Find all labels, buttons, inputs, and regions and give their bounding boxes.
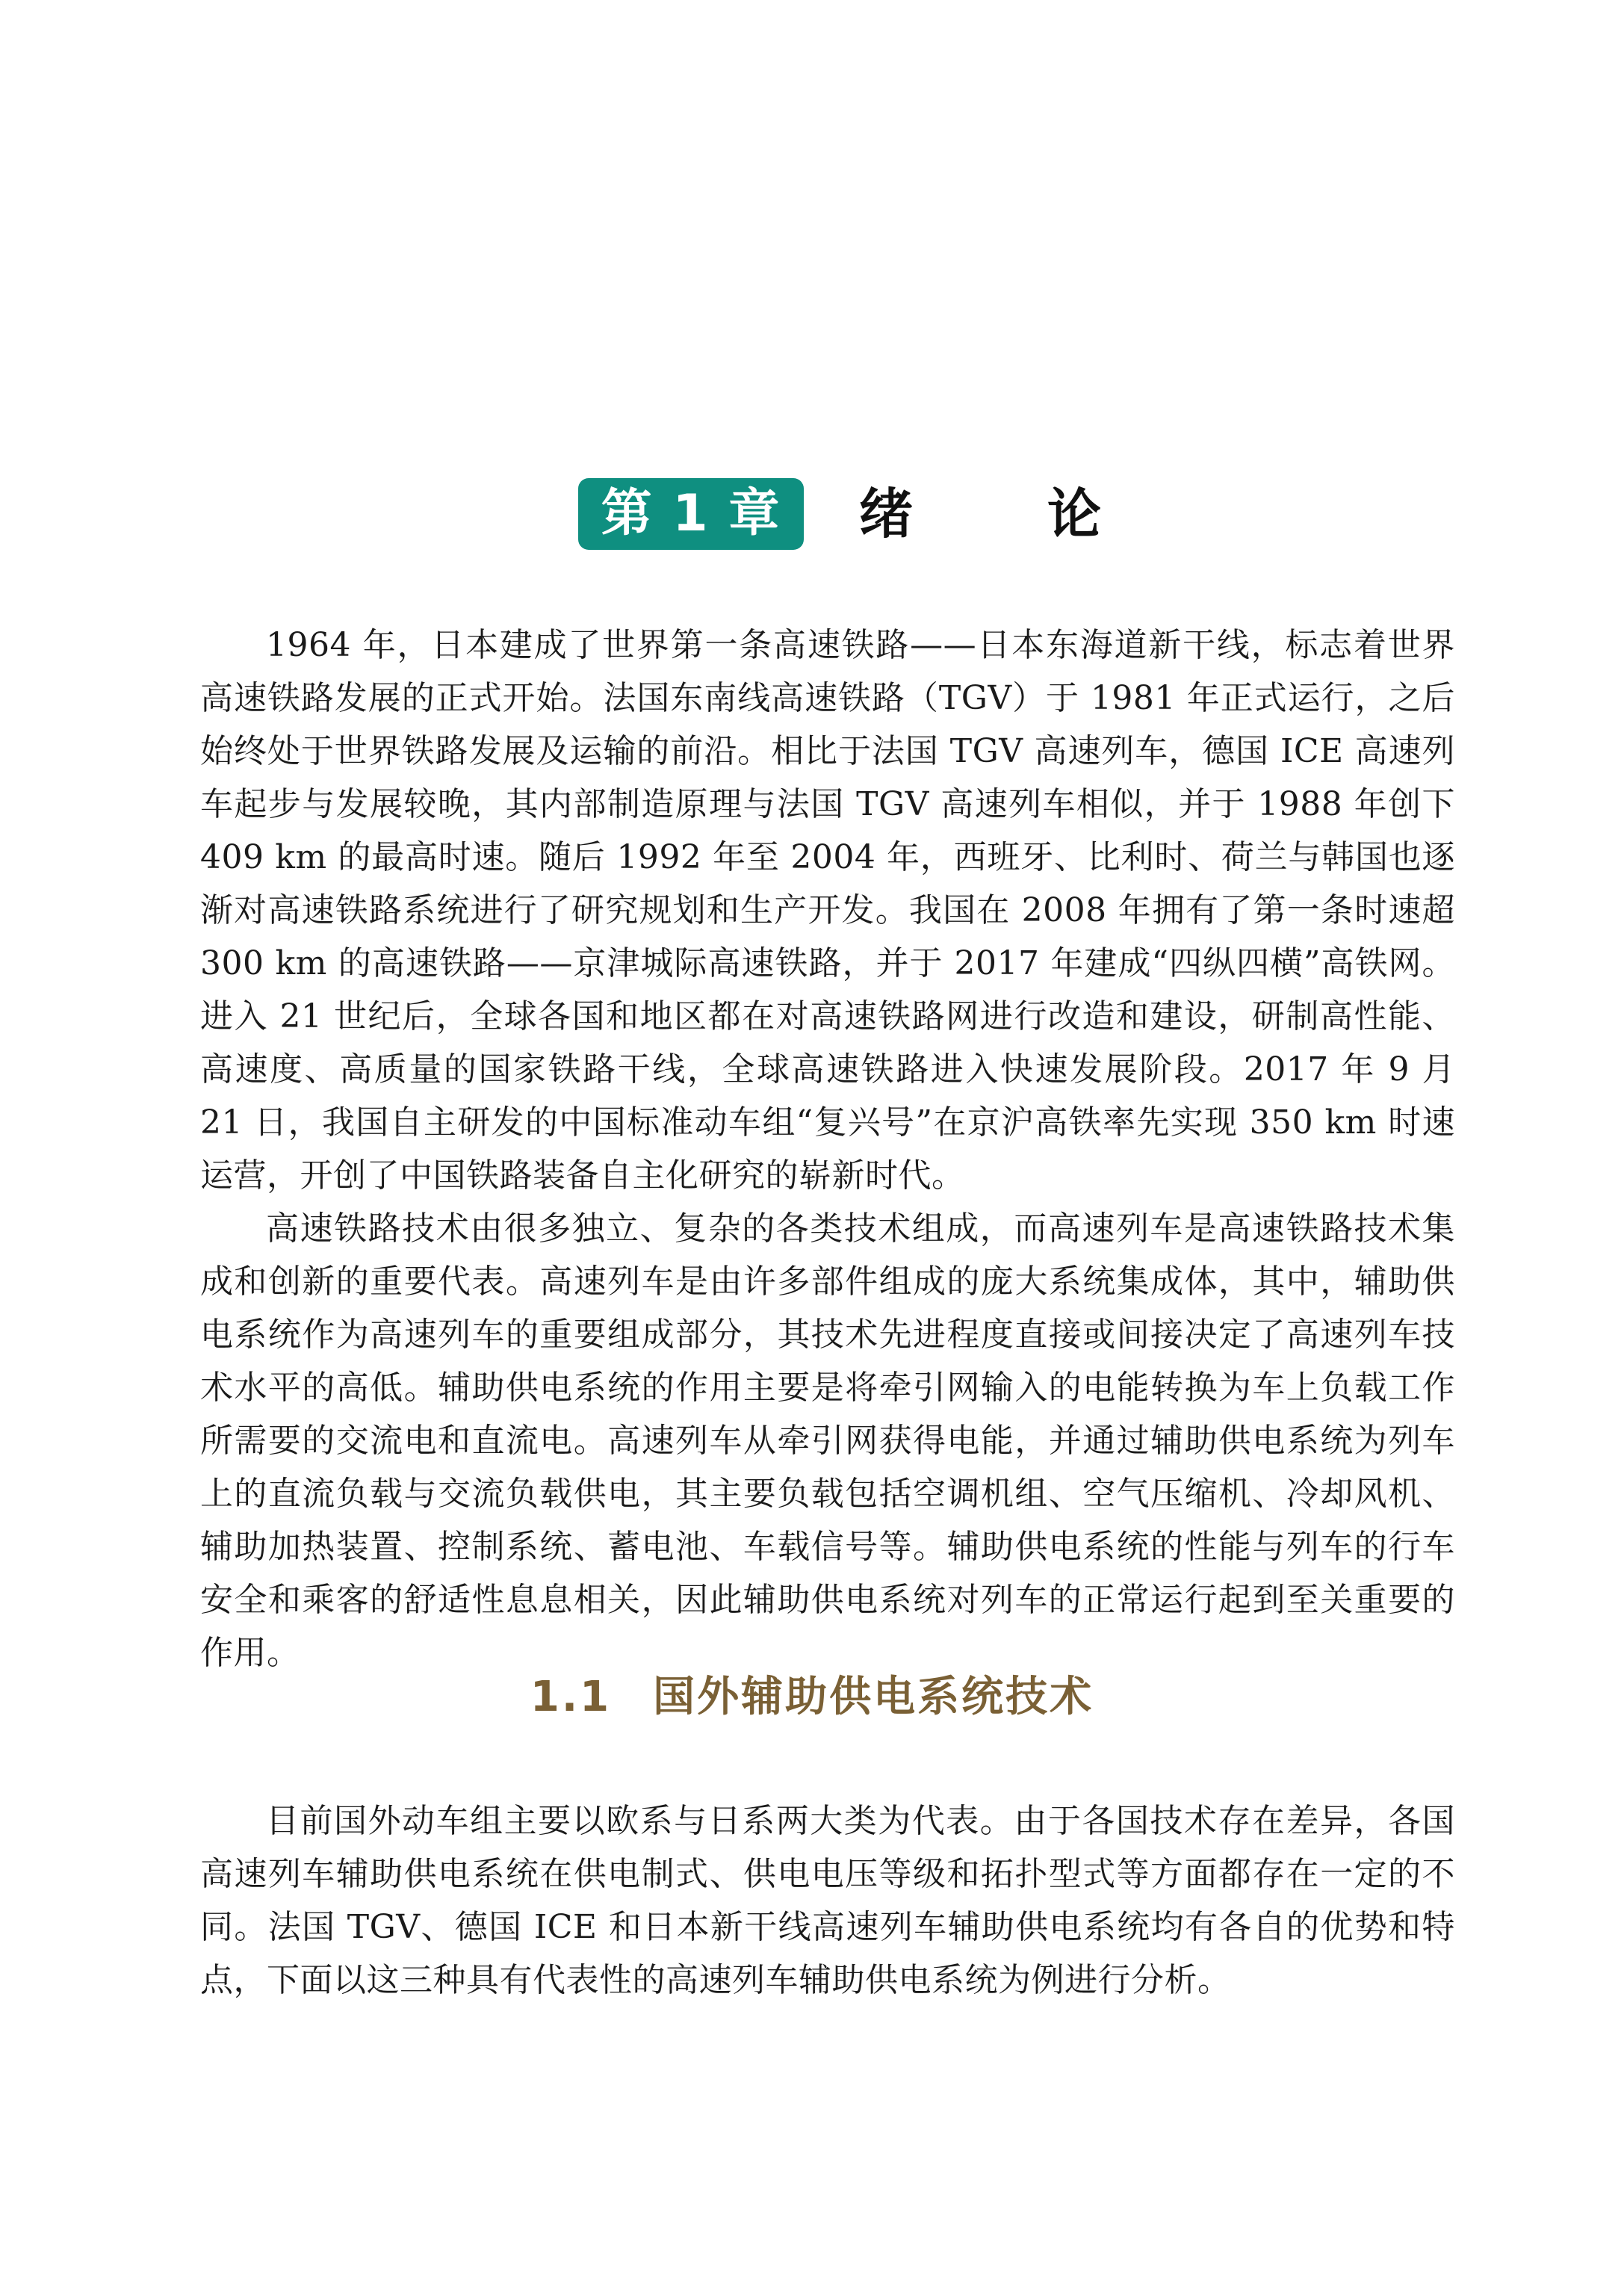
paragraph-history: 1964 年，日本建成了世界第一条高速铁路——日本东海道新干线，标志着世界高速铁路发展的正式开始。法国东南线高速铁路（TGV）于 1981 年正式运行，之后始终处于世界铁路发展及运输的前沿。相比于法国 TGV 高速列车，德国 ICE 高速列车起步与发展较晚，其内部制造原理与法国 TGV 高速列车相似，并于 1988 年创下 409 km 的最高时速。随后 1992 年至 2004 年，西班牙、比利时、荷兰与韩国也逐渐对高速铁路系统进行了研究规划和生产开发。我国在 2008 年拥有了第一条时速超 300 km 的高速铁路——京津城际高速铁路，并于 2017 年建成“四纵四横”高铁网。进入 21 世纪后，全球各国和地区都在对高速铁路网进行改造和建设，研制高性能、高速度、高质量的国家铁路干线，全球高速铁路进入快速发展阶段。2017 年 9 月 21 日，我国自主研发的中国标准动车组“复兴号”在京沪高铁率先实现 350 km 时速运营，开创了中国铁路装备自主化研究的崭新时代。 xyxy=(200,626,1455,1195)
section-heading xyxy=(0,1667,1624,1727)
chapter-title: 绪论 xyxy=(859,483,1236,545)
chapter-intro-text xyxy=(200,619,1455,1679)
paragraph-auxiliary-power: 高速铁路技术由很多独立、复杂的各类技术组成，而高速列车是高速铁路技术集成和创新的重要代表。高速列车是由许多部件组成的庞大系统集成体，其中，辅助供电系统作为高速列车的重要组成部分，其技术先进程度直接或间接决定了高速列车技术水平的高低。辅助供电系统的作用主要是将牵引网输入的电能转换为车上负载工作所需要的交流电和直流电。高速列车从牵引网获得电能，并通过辅助供电系统为列车上的直流负载与交流负载供电，其主要负载包括空调机组、空气压缩机、冷却风机、辅助加热装置、控制系统、蓄电池、车载信号等。辅助供电系统的性能与列车的行车安全和乘客的舒适性息息相关，因此辅助供电系统对列车的正常运行起到至关重要的作用。 xyxy=(200,1210,1455,1672)
section-title: 国外辅助供电系统技术 xyxy=(653,1673,1094,1721)
paragraph-foreign-systems: 目前国外动车组主要以欧系与日系两大类为代表。由于各国技术存在差异，各国高速列车辅助供电系统在供电制式、供电电压等级和拓扑型式等方面都存在一定的不同。法国 TGV、德国 ICE 和日本新干线高速列车辅助供电系统均有各自的优势和特点，下面以这三种具有代表性的高速列车辅助供电系统为例进行分析。 xyxy=(200,1802,1455,1999)
section-number: 1.1 xyxy=(530,1673,612,1721)
chapter-heading xyxy=(0,478,1624,556)
section-text xyxy=(200,1794,1455,2007)
chapter-number-badge: 第 1 章 xyxy=(578,478,804,550)
